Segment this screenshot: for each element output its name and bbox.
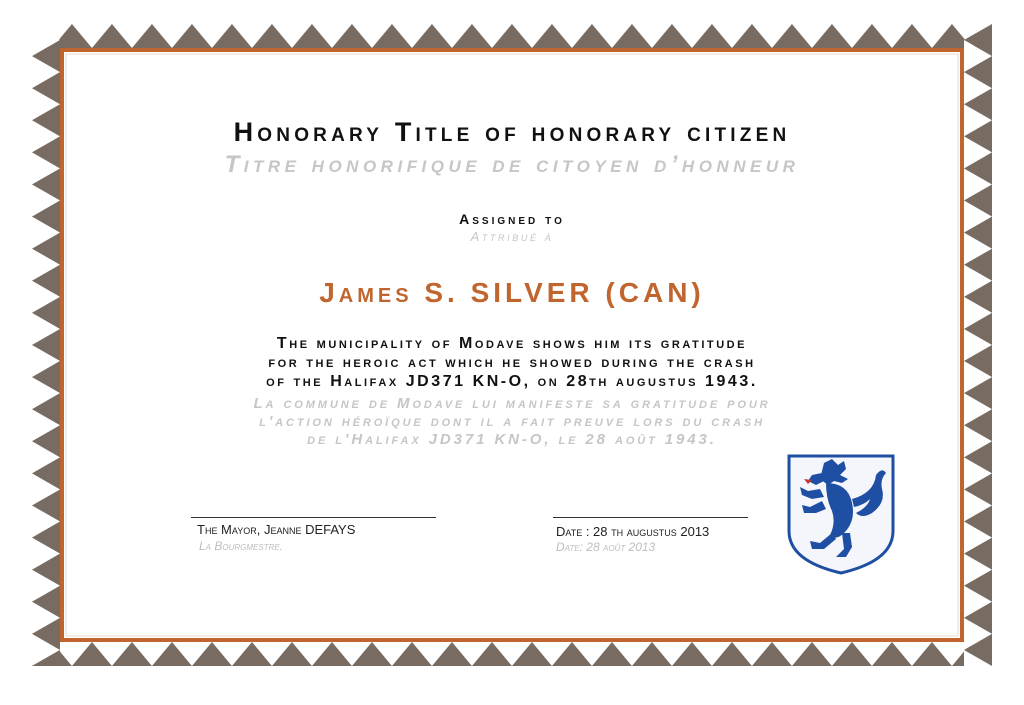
date-signature-line <box>553 517 748 518</box>
mayor-signature-label-french: La Bourgmestre. <box>199 539 284 553</box>
mayor-signature-label: The Mayor, Jeanne DEFAYS <box>197 522 356 537</box>
citation-line: The municipality of Modave shows him its gratitude <box>276 335 748 352</box>
mayor-signature-line <box>191 517 436 518</box>
citation-line: of the Halifax JD371 KN-O, on 28th augustus 1943. <box>266 373 758 390</box>
lion-rampant-shield-icon <box>786 453 896 575</box>
certificate-title-french: Titre honorifique de citoyen d’honneur <box>224 151 800 178</box>
citation-line: for the heroic act which he showed during the crash <box>268 354 756 371</box>
date-label-french: Date: 28 août 2013 <box>556 540 656 554</box>
certificate-title: Honorary Title of honorary citizen <box>233 117 791 147</box>
date-label: Date : 28 th augustus 2013 <box>556 524 710 539</box>
citation-line-french: l'action héroïque dont il a fait preuve lors du crash <box>259 413 765 430</box>
citation-line-french: La commune de Modave lui manifeste sa gratitude pour <box>253 395 771 412</box>
assigned-to-label: Assigned to <box>459 211 565 227</box>
citation-line-french: de l'Halifax JD371 KN-O, le 28 août 1943. <box>307 431 717 448</box>
recipient-name: James S. SILVER (CAN) <box>319 277 705 308</box>
assigned-to-label-french: Attribué à <box>470 229 554 244</box>
